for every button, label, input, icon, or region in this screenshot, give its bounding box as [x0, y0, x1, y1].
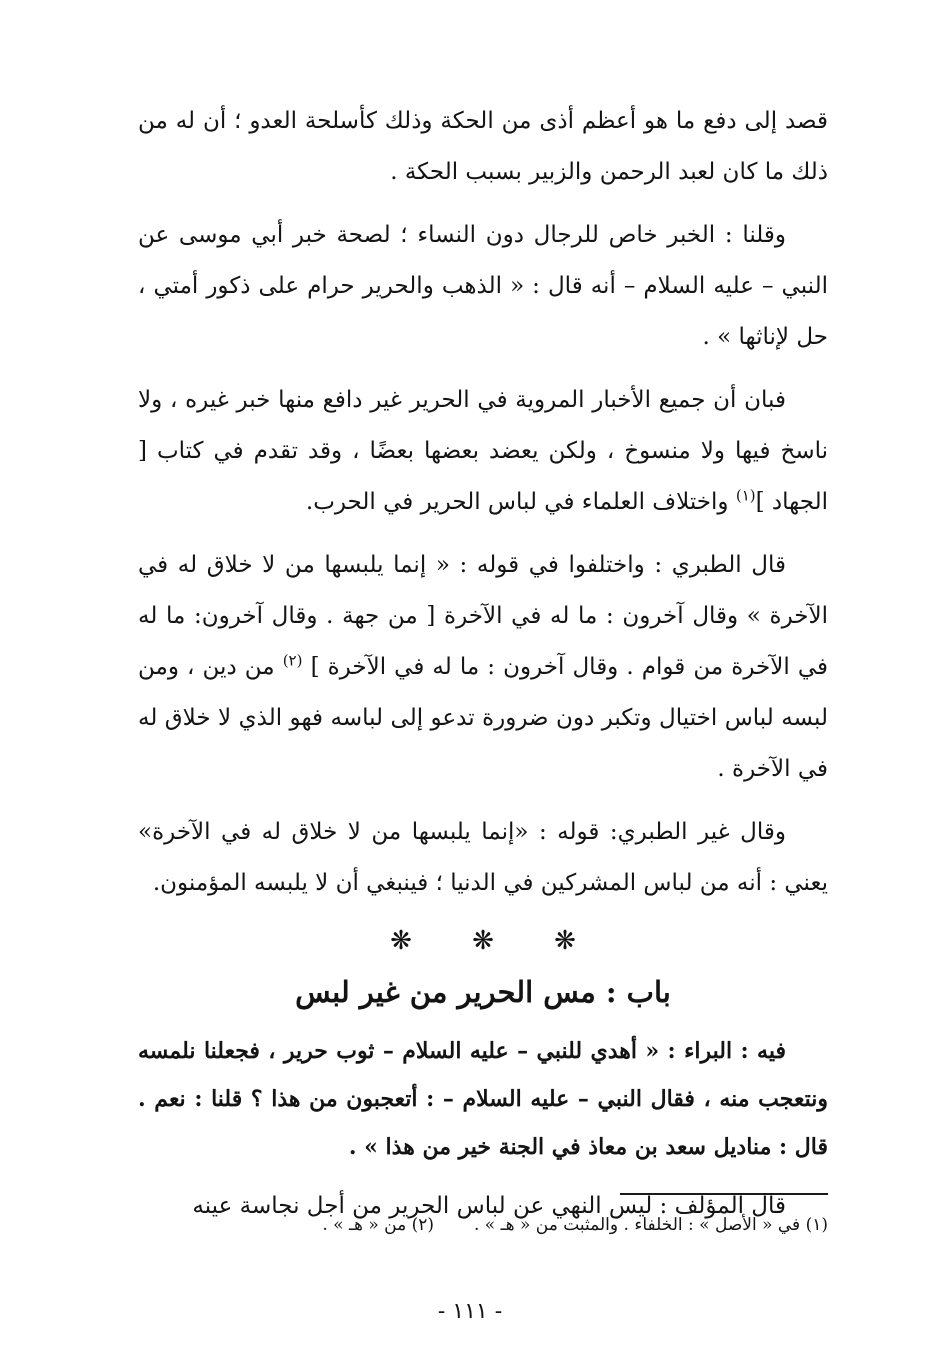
separator-star-icon: ❋ [472, 926, 494, 956]
chapter-title: باب : مس الحرير من غير لبس [295, 975, 671, 1009]
hadith-text: فيه : البراء : « أهدي للنبي – عليه السلام – ثوب حرير ، فجعلنا نلمسه ونتعجب منه ، فقال النبي – عليه السلام – : أتعجبون من هذا ؟ قلنا : نعم . قال : مناديل سعد بن معاذ في الجنة خير من هذا » . [138, 1038, 828, 1160]
paragraph-3 [138, 375, 828, 528]
footnote-divider [620, 1193, 828, 1195]
page-number: - ١١١ - [437, 1299, 503, 1324]
paragraph-4-text: قال الطبري : واختلفوا في قوله : « إنما يلبسها من لا خلاق له في الآخرة » وقال آخرون : ما له في الآخرة [ من جهة . وقال آخرون: ما له في الآخرة من قوام . وقال آخرون : ما له في الآخرة ] [138, 552, 828, 680]
footnote-ref-1: (١) [735, 486, 756, 505]
separator-star-icon: ❋ [390, 926, 412, 956]
paragraph-3-text: فبان أن جميع الأخبار المروية في الحرير غير دافع منها خبر غيره ، ولا ناسخ فيها ولا منسوخ ، ولكن يعضد بعضها بعضًا ، وقد تقدم في كتاب [ الجهاد ] [138, 387, 828, 515]
paragraph-2: وقلنا : الخبر خاص للرجال دون النساء ؛ لصحة خبر أبي موسى عن النبي – عليه السلام – أنه قال : « الذهب والحرير حرام على ذكور أمتي ، حل لإناثها » . [138, 222, 828, 350]
section-separator [138, 921, 828, 961]
footnote-1: (١) في « الأصل » : الخلفاء . والمثبت من « هـ » . [474, 1215, 828, 1235]
paragraph-4 [138, 540, 828, 795]
paragraph-5: وقال غير الطبري: قوله : «إنما يلبسها من لا خلاق له في الآخرة» يعني : أنه من لباس المشركين في الدنيا ؛ فينبغي أن لا يلبسه المؤمنون. [138, 819, 828, 896]
footnote-2: (٢) من « هـ » . [322, 1215, 434, 1235]
paragraph-6: قال المؤلف : ليس النهي عن لباس الحرير من أجل نجاسة عينه [192, 1193, 786, 1219]
footnote-ref-2: (٢) [282, 651, 303, 670]
footnotes [138, 1210, 828, 1240]
page-body [138, 96, 828, 1244]
paragraph-3-tail: واختلاف العلماء في لباس الحرير في الحرب. [305, 489, 736, 515]
paragraph-4-tail: من دين ، ومن لبسه لباس اختيال وتكبر دون ضرورة تدعو إلى لباسه فهو الذي لا خلاق له في الآخرة . [138, 654, 828, 782]
paragraph-1: قصد إلى دفع ما هو أعظم أذى من الحكة وذلك كأسلحة العدو ؛ أن له من ذلك ما كان لعبد الرحمن والزبير بسبب الحكة . [138, 108, 828, 185]
separator-star-icon: ❋ [554, 926, 576, 956]
